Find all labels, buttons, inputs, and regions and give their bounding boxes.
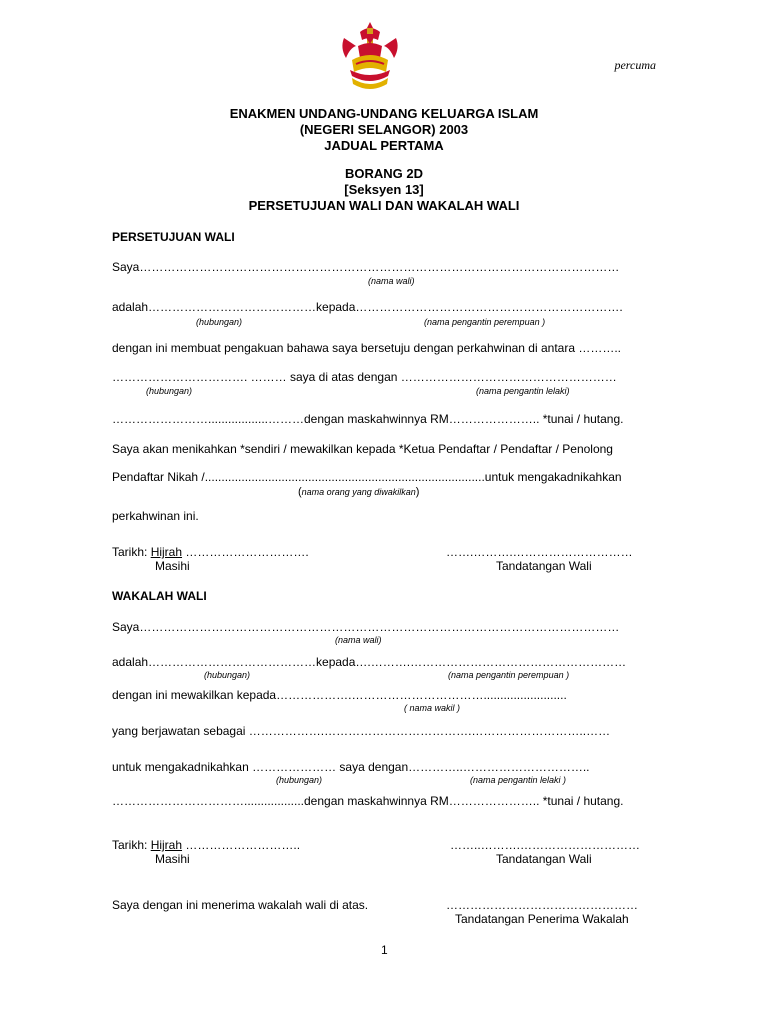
persetujuan-line-perkahwinan: perkahwinan ini. (112, 509, 199, 523)
wakalah-line-adalah: adalah……………………………………kepada….……….……………………………………………… (112, 655, 627, 669)
crest-banner-text (352, 80, 388, 84)
wakalah-line-saya: Saya………………………………………………………………………………………………………… (112, 620, 620, 634)
wakalah-sign-label: Tandatangan Wali (496, 852, 592, 866)
persetujuan-sign-label: Tandatangan Wali (496, 559, 592, 573)
persetujuan-sub-nama-wali: (nama wali) (368, 276, 415, 286)
form-title: PERSETUJUAN WALI DAN WAKALAH WALI (248, 198, 520, 213)
page-number: 1 (381, 943, 388, 957)
persetujuan-line-pendaftar: Pendaftar Nikah /....................................................................................untuk mengakadnikahkan (112, 470, 622, 484)
wakalah-line-jawatan: yang berjawatan sebagai ……………….……………………………….………………………..…… (112, 724, 611, 738)
wakalah-masihi: Masihi (155, 852, 190, 866)
persetujuan-sub-diwakilkan: (nama orang yang diwakilkan) (298, 486, 420, 498)
selangor-crest-icon (338, 18, 402, 94)
wakalah-line-mewakilkan: dengan ini mewakilkan kepada……………….……………………………......................... (112, 688, 567, 702)
wakalah-tarikh: Tarikh: Hijrah ……………………….. (112, 838, 301, 852)
wakalah-sub-pengantin-lelaki: (nama pengantin lelaki ) (470, 775, 567, 785)
form-number: BORANG 2D (344, 166, 423, 181)
persetujuan-line-saya: Saya………………………………………………………………………………………………………… (112, 260, 620, 274)
persetujuan-sub-hubungan-2: (hubungan) (146, 386, 193, 396)
schedule-title: JADUAL PERTAMA (324, 138, 444, 153)
persetujuan-tarikh: Tarikh: Hijrah …………………………. (112, 545, 309, 559)
wakalah-sub-nama-wali: (nama wali) (335, 635, 382, 645)
wakalah-line-maskahwin: ……………………………..................dengan maskahwinnya RM………………….. *tunai / hutang. (112, 794, 624, 808)
persetujuan-sign-line: …….……….………………………… (446, 545, 633, 559)
persetujuan-masihi: Masihi (155, 559, 190, 573)
percuma-note: percuma (614, 58, 656, 72)
section-reference: [Seksyen 13] (344, 182, 424, 197)
wakalah-sub-nama-wakil: ( nama wakil ) (404, 703, 461, 713)
persetujuan-sub-pengantin-lelaki: (nama pengantin lelaki) (476, 386, 570, 396)
act-title-line1: ENAKMEN UNDANG-UNDANG KELUARGA ISLAM (229, 106, 539, 121)
wakalah-sub-hubungan-2: (hubungan) (276, 775, 323, 785)
persetujuan-line-adalah: adalah……………………………………kepada…………………………………………………………. (112, 300, 623, 314)
act-title-line2: (NEGERI SELANGOR) 2003 (299, 122, 469, 137)
persetujuan-line-pengakuan: dengan ini membuat pengakuan bahawa saya bersetuju dengan perkahwinan di antara ……….. (112, 341, 622, 355)
wakalah-sub-hubungan: (hubungan) (204, 670, 251, 680)
wakalah-sign-line: ……..……….………………………… (450, 838, 641, 852)
persetujuan-sub-pengantin-perempuan: (nama pengantin perempuan ) (424, 317, 546, 327)
persetujuan-line-di-atas: ……………………………. ……… saya di atas dengan ……………………………………………… (112, 370, 617, 384)
wakalah-line-akad: untuk mengakadnikahkan ………………… saya dengan…………..………………………….. (112, 760, 590, 774)
wakalah-heading: WAKALAH WALI (112, 589, 207, 603)
persetujuan-sub-hubungan: (hubungan) (196, 317, 243, 327)
persetujuan-heading: PERSETUJUAN WALI (112, 230, 235, 244)
wakalah-accept-sign-label: Tandatangan Penerima Wakalah (455, 912, 629, 926)
wakalah-accept-sign-line: ………………………………………… (446, 898, 638, 912)
persetujuan-line-maskahwin: ……………………..................………dengan maskahwinnya RM………………….. *tunai / hutang. (112, 412, 624, 426)
wakalah-sub-pengantin-perempuan: (nama pengantin perempuan ) (448, 670, 570, 680)
persetujuan-line-menikahkan: Saya akan menikahkan *sendiri / mewakilkan kepada *Ketua Pendaftar / Pendaftar / Penolong (112, 442, 613, 456)
wakalah-accept-text: Saya dengan ini menerima wakalah wali di atas. (112, 898, 369, 912)
